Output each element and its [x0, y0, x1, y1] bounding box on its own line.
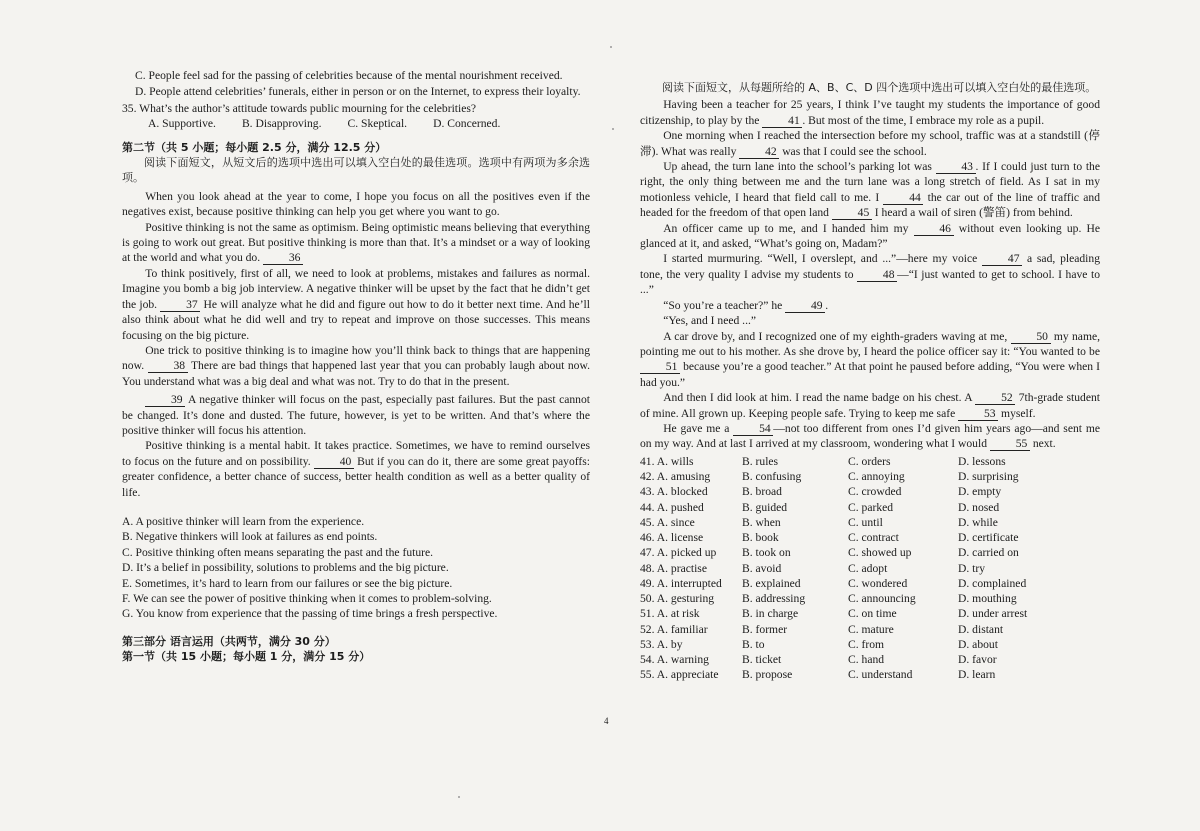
cloze-option: D. learn [958, 668, 996, 682]
scan-speck [458, 796, 460, 798]
answer-option-f: F. We can see the power of positive thinking when it comes to problem-solving. [122, 592, 492, 605]
q35-option: A. Supportive. [148, 117, 216, 131]
paragraph-text: —“I just wanted to get to school. I have to ...” [640, 267, 1100, 297]
cloze-option: C. crowded [848, 485, 902, 499]
cloze-option: D. empty [958, 485, 1002, 499]
blank-47: 47 [982, 253, 1022, 266]
cloze-option: B. propose [742, 668, 793, 682]
cloze-option: 55. A. appreciate [640, 668, 719, 682]
cloze-option: D. lessons [958, 454, 1006, 468]
blank-54: 54 [733, 423, 773, 436]
cloze-option: C. annoying [848, 470, 905, 483]
cloze-option: D. distant [958, 622, 1004, 636]
paragraph-text: 7th-grade student of mine. All grown up. Keeping people safe. Trying to keep me safe [640, 391, 1100, 420]
paragraph-text: But if you can do it, there are some great payoffs: greater confidence, a better chance of success, better health condition as well as a better quality of life. [122, 454, 591, 499]
cloze-option-row [640, 576, 1045, 591]
cloze-option: 46. A. license [640, 531, 704, 544]
scan-speck [610, 46, 612, 48]
blank-52: 52 [975, 392, 1015, 405]
cloze-paragraph [640, 128, 1100, 159]
paragraph-text: I heard a wail of siren (警笛) from behind. [874, 206, 1073, 220]
paragraph-text: And then I did look at him. I read the name badge on his chest. A [663, 391, 972, 405]
paragraph-text: To think positively, first of all, we need to look at problems, mistakes and failures as normal. Imagine you bomb a big job interview. A negative thinker will be upset by the fact that he didn’t get the job. [122, 266, 590, 311]
paragraph-text: Positive thinking is a mental habit. It takes practice. Sometimes, we have to remind ourselves to focus on the future and on possibility. [122, 439, 590, 468]
section2-instruction: 阅读下面短文，从短文后的选项中选出可以填入空白处的最佳选项。选项中有两项为多余选项。 [122, 156, 590, 185]
cloze-option: C. from [848, 637, 885, 651]
cloze-options-table [640, 454, 1045, 683]
q34-option-c: C. People feel sad for the passing of celebrities because of the mental nourishment received. [135, 69, 563, 82]
cloze-option: D. while [958, 515, 998, 529]
q35-options [122, 116, 590, 131]
section2-heading: 第二节（共 5 小题；每小题 2.5 分，满分 12.5 分） [122, 140, 387, 154]
q35-option: C. Skeptical. [347, 117, 408, 131]
cloze-option-row [640, 500, 1045, 515]
blank-49: 49 [785, 300, 825, 313]
cloze-paragraph: “Yes, and I need ...” [663, 314, 757, 328]
cloze-option: 52. A. familiar [640, 622, 708, 636]
left-column [122, 68, 590, 665]
cloze-option: B. broad [742, 485, 782, 499]
cloze-option-row [640, 652, 1045, 667]
right-column [640, 80, 1100, 683]
paragraph-text: a sad, pleading tone, the very quality I advise my students to [640, 252, 1101, 281]
cloze-option: B. rules [742, 454, 779, 468]
cloze-option: 54. A. warning [640, 653, 709, 666]
answer-option-d: D. It’s a belief in possibility, solutions to problems and the big picture. [122, 561, 449, 575]
blank-48: 48 [857, 269, 897, 282]
paragraph-text: without even looking up. He glanced at it, and asked, “What’s going on, Madam?” [640, 221, 1100, 251]
q35-option: B. Disapproving. [241, 117, 322, 131]
passage-paragraph [122, 343, 590, 389]
cloze-option: B. in charge [742, 607, 799, 621]
cloze-option: D. complained [958, 576, 1027, 590]
cloze-paragraph [640, 329, 1100, 391]
cloze-option: C. showed up [848, 546, 912, 560]
cloze-option: D. favor [958, 653, 997, 666]
cloze-option: D. about [958, 637, 998, 651]
cloze-paragraph [640, 390, 1100, 421]
cloze-option: 45. A. since [640, 515, 695, 529]
cloze-option: D. try [958, 561, 986, 575]
cloze-option-row [640, 637, 1045, 652]
cloze-option: D. certificate [958, 531, 1019, 544]
cloze-option: 44. A. pushed [640, 500, 704, 514]
answer-option-c: C. Positive thinking often means separating the past and the future. [122, 545, 434, 559]
paragraph-text: . If I could just turn to the right, the only thing between me and the turn lane was a long stretch of field. As I sat in my motionless vehicle, I heard that field call to me. I [640, 160, 1100, 204]
paragraph-text: myself. [1001, 406, 1036, 420]
cloze-option-row [640, 622, 1045, 637]
passage-paragraph [122, 392, 590, 438]
cloze-paragraph [640, 221, 1100, 252]
cloze-option: C. mature [848, 622, 894, 636]
answer-option-g: G. You know from experience that the passing of time brings a fresh perspective. [122, 607, 498, 621]
answer-option-a: A. A positive thinker will learn from the experience. [122, 514, 365, 528]
passage-paragraph [122, 220, 590, 266]
cloze-option: B. confusing [742, 470, 802, 483]
cloze-option-row [640, 469, 1045, 484]
paragraph-text: next. [1032, 437, 1056, 451]
page-number: 4 [604, 716, 609, 726]
part3-subheading: 第一节（共 15 小题；每小题 1 分，满分 15 分） [122, 650, 371, 664]
paragraph-text: There are bad things that happened last year that you can probably laugh about now. You understand what was a big deal and what was not. Try to do that in the present. [122, 359, 590, 388]
cloze-option: 49. A. interrupted [640, 576, 722, 590]
cloze-option: C. adopt [848, 561, 888, 575]
cloze-option-row [640, 515, 1045, 530]
paragraph-text: my name, pointing me out to his mother. As she drove by, I heard the police officer say it: “You wanted to be [640, 329, 1101, 358]
q35-question: 35. What’s the author’s attitude towards public mourning for the celebrities? [122, 101, 477, 115]
blank-51: 51 [640, 361, 680, 374]
paragraph-text: One trick to positive thinking is to imagine how you’ll think back to things that are happening now. [122, 343, 590, 373]
answer-option-e: E. Sometimes, it’s hard to learn from our failures or see the big picture. [122, 576, 453, 590]
passage-paragraph: When you look ahead at the year to come, I hope you focus on all the positives even if the negatives exist, because positive thinking can help you get where you want to go. [122, 189, 590, 219]
cloze-option: B. addressing [742, 592, 806, 605]
answer-options [122, 514, 590, 622]
cloze-option: 47. A. picked up [640, 546, 717, 560]
cloze-option: 42. A. amusing [640, 470, 711, 483]
cloze-option-row [640, 545, 1045, 560]
cloze-option-row [640, 454, 1045, 469]
paragraph-text: A car drove by, and I recognized one of my eighth-graders waving at me, [663, 329, 1008, 343]
blank-42: 42 [739, 146, 779, 159]
cloze-option: B. when [742, 515, 781, 529]
paragraph-text: He gave me a [663, 421, 730, 435]
cloze-option: C. contract [848, 531, 899, 544]
cloze-option: B. explained [742, 576, 801, 590]
cloze-option: C. until [848, 515, 883, 529]
blank-50: 50 [1011, 331, 1051, 344]
cloze-option: 41. A. wills [640, 454, 694, 468]
scan-speck [612, 128, 614, 130]
blank-53: 53 [958, 408, 998, 421]
cloze-option: 51. A. at risk [640, 607, 700, 621]
paragraph-text: . But most of the time, I embrace my role as a pupil. [802, 113, 1045, 127]
cloze-option-row [640, 667, 1045, 682]
paragraph-text: He will analyze what he did and figure out how to do it better next time. And he’ll also think about what he did well and try to repeat and improve on those successes. This means focusing on the big picture. [122, 297, 590, 342]
cloze-option: 48. A. practise [640, 561, 707, 575]
cloze-option: B. to [742, 637, 765, 651]
blank-41: 41 [762, 115, 802, 128]
cloze-options-body [640, 454, 1045, 683]
blank-37: 37 [160, 299, 200, 312]
cloze-option: C. hand [848, 653, 885, 666]
cloze-paragraph [640, 97, 1100, 128]
cloze-paragraph [640, 298, 1100, 313]
cloze-option: B. book [742, 531, 779, 544]
paragraph-text: One morning when I reached the intersection before my school, traffic was at a standstill (停滞). What was really [640, 129, 1100, 158]
paragraph-text: Having been a teacher for 25 years, I think I’ve taught my students the importance of good citizenship, to play by the [640, 98, 1100, 127]
blank-40: 40 [314, 456, 354, 469]
paragraph-text: Up ahead, the turn lane into the school’s parking lot was [663, 160, 932, 174]
cloze-instruction: 阅读下面短文，从每题所给的 A、B、C、D 四个选项中选出可以填入空白处的最佳选项。 [662, 81, 1097, 94]
cloze-option: 43. A. blocked [640, 485, 708, 499]
cloze-option: C. announcing [848, 592, 916, 605]
cloze-option-row [640, 561, 1045, 576]
blank-55: 55 [990, 438, 1030, 451]
cloze-option-row [640, 530, 1045, 545]
cloze-option: B. former [742, 622, 788, 636]
cloze-option: C. wondered [848, 576, 908, 590]
cloze-option: B. took on [742, 546, 791, 560]
passage-paragraph [122, 438, 590, 500]
paragraph-text: —not too different from ones I’d given him years ago—and sent me on my way. And at last I arrived at my classroom, wondering what I would [640, 421, 1100, 451]
cloze-option: C. parked [848, 500, 894, 514]
cloze-option: D. nosed [958, 500, 1000, 514]
blank-44: 44 [883, 192, 923, 205]
paragraph-text: because you’re a good teacher.” At that point he paused before adding, “You were when I had you.” [640, 360, 1100, 389]
cloze-option: 50. A. gesturing [640, 592, 715, 605]
blank-43: 43 [936, 161, 976, 174]
blank-36: 36 [263, 252, 303, 265]
q34-option-d: D. People attend celebrities’ funerals, either in person or on the Internet, to express their loyalty. [135, 85, 581, 99]
blank-39: 39 [145, 394, 185, 407]
cloze-paragraph [640, 251, 1100, 297]
cloze-option: D. surprising [958, 470, 1019, 483]
cloze-paragraph [640, 159, 1100, 221]
paragraph-text: A negative thinker will focus on the past, especially past failures. But the past cannot be changed. It’s done and dusted. The future, however, is yet to be written. And that’s where the positive thinker will focus his attention. [122, 393, 590, 437]
passage-paragraph [122, 266, 590, 343]
blank-38: 38 [148, 360, 188, 373]
blank-45: 45 [832, 207, 872, 220]
cloze-option-row [640, 606, 1045, 621]
cloze-option: 53. A. by [640, 637, 683, 651]
blank-46: 46 [914, 223, 954, 236]
cloze-option: B. avoid [742, 561, 782, 575]
cloze-option: B. ticket [742, 653, 782, 666]
cloze-option: D. carried on [958, 546, 1019, 560]
cloze-option: C. understand [848, 668, 913, 682]
cloze-paragraph [640, 421, 1100, 452]
cloze-option: C. on time [848, 607, 897, 621]
part3-heading: 第三部分 语言运用（共两节，满分 30 分） [122, 634, 336, 648]
paragraph-text: “So you’re a teacher?” he [663, 298, 783, 312]
q35-option: D. Concerned. [433, 117, 501, 131]
paragraph-text: . [825, 298, 829, 312]
paragraph-text: An officer came up to me, and I handed him my [663, 221, 909, 235]
answer-option-b: B. Negative thinkers will look at failures as end points. [122, 530, 378, 544]
paragraph-text: Positive thinking is not the same as optimism. Being optimistic means believing that everything is going to work out great. But positive thinking is more than that. It’s a mindset or a way of looking at the world and what you do. [122, 220, 590, 265]
cloze-option: C. orders [848, 454, 891, 468]
paragraph-text: the car out of the line of traffic and headed for the freedom of that open land [640, 190, 1100, 220]
cloze-option-row [640, 484, 1045, 499]
cloze-option: D. under arrest [958, 607, 1028, 621]
cloze-option-row [640, 591, 1045, 606]
cloze-option: D. mouthing [958, 592, 1017, 605]
cloze-option: B. guided [742, 500, 788, 514]
paragraph-text: I started murmuring. “Well, I overslept, and ...”—here my voice [663, 252, 978, 266]
paragraph-text: was that I could see the school. [782, 144, 927, 158]
